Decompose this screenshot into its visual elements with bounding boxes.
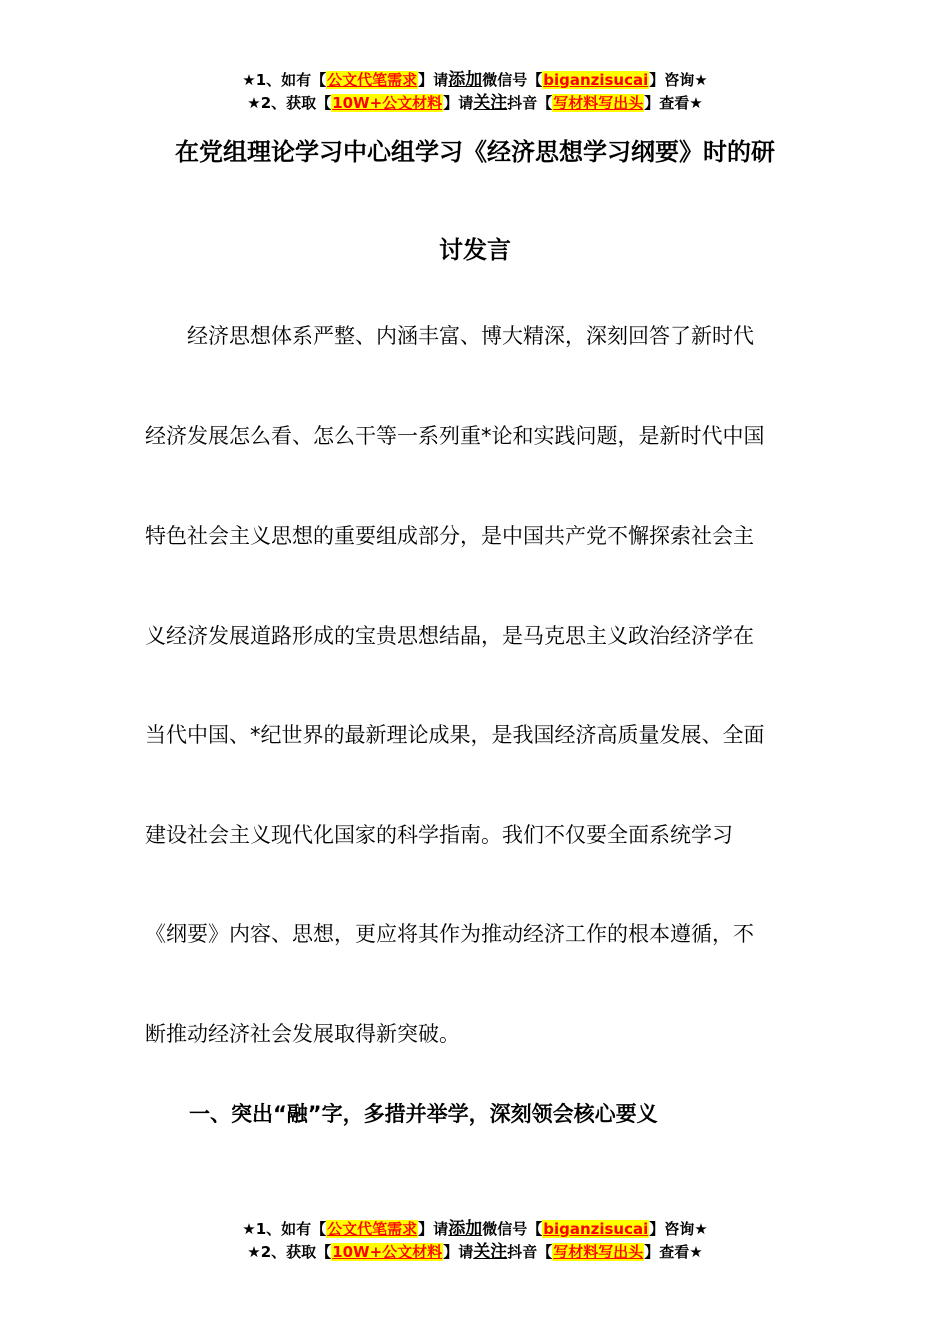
promo-highlight-materials: 10W+公文材料 bbox=[332, 94, 443, 112]
promo-highlight-service: 公文代笔需求 bbox=[327, 1220, 418, 1238]
promo-line-2 bbox=[0, 1241, 950, 1264]
promo-highlight-douyin: 写材料写出头 bbox=[553, 94, 644, 112]
promo-line-1-suffix: 】咨询★ bbox=[649, 1220, 708, 1238]
paragraph-line: 当代中国、*纪世界的最新理论成果，是我国经济高质量发展、全面 bbox=[145, 723, 765, 747]
promo-line-1-prefix: ★1、如有【 bbox=[242, 1220, 327, 1238]
promo-line-2 bbox=[0, 92, 950, 115]
promo-emphasis-follow: 关注 bbox=[473, 93, 508, 113]
promo-line-1-mid: 】请 bbox=[418, 71, 449, 89]
paragraph-line: 义经济发展道路形成的宝贵思想结晶，是马克思主义政治经济学在 bbox=[145, 624, 754, 648]
paragraph-line: 建设社会主义现代化国家的科学指南。我们不仅要全面系统学习 bbox=[145, 823, 733, 847]
promo-highlight-douyin: 写材料写出头 bbox=[553, 1243, 644, 1261]
promo-line-1-mid2: 微信号【 bbox=[482, 71, 543, 89]
section-heading-1: 一、突出“融”字，多措并举学，深刻领会核心要义 bbox=[189, 1102, 658, 1126]
paragraph-line: 经济发展怎么看、怎么干等一系列重*论和实践问题，是新时代中国 bbox=[145, 424, 765, 448]
promo-line-1-prefix: ★1、如有【 bbox=[242, 71, 327, 89]
promo-line-1 bbox=[0, 69, 950, 92]
promo-line-2-mid: 】请 bbox=[443, 1243, 474, 1261]
document-title-line-1: 在党组理论学习中心组学习《经济思想学习纲要》时的研 bbox=[175, 138, 775, 166]
paragraph-line: 断推动经济社会发展取得新突破。 bbox=[145, 1022, 460, 1046]
paragraph-line: 《纲要》内容、思想，更应将其作为推动经济工作的根本遵循，不 bbox=[145, 922, 754, 946]
promo-line-2-suffix: 】查看★ bbox=[644, 1243, 703, 1261]
promo-line-2-suffix: 】查看★ bbox=[644, 94, 703, 112]
promo-highlight-service: 公文代笔需求 bbox=[327, 71, 418, 89]
promo-line-2-mid2: 抖音【 bbox=[507, 1243, 553, 1261]
promo-line-1 bbox=[0, 1218, 950, 1241]
promo-line-2-mid: 】请 bbox=[443, 94, 474, 112]
document-title-line-2: 讨发言 bbox=[439, 236, 511, 264]
paragraph-line: 特色社会主义思想的重要组成部分，是中国共产党不懈探索社会主 bbox=[145, 524, 754, 548]
promo-highlight-wechat-id: biganzisucai bbox=[543, 71, 649, 89]
promo-line-1-suffix: 】咨询★ bbox=[649, 71, 708, 89]
promo-emphasis-follow: 关注 bbox=[473, 1242, 508, 1262]
promo-highlight-wechat-id: biganzisucai bbox=[543, 1220, 649, 1238]
promo-line-2-prefix: ★2、获取【 bbox=[247, 94, 332, 112]
promo-line-2-mid2: 抖音【 bbox=[507, 94, 553, 112]
paragraph-line: 经济思想体系严整、内涵丰富、博大精深，深刻回答了新时代 bbox=[145, 324, 754, 348]
promo-line-1-mid2: 微信号【 bbox=[482, 1220, 543, 1238]
promo-emphasis-add: 添加 bbox=[448, 70, 483, 90]
promo-line-1-mid: 】请 bbox=[418, 1220, 449, 1238]
bottom-promo-banner bbox=[0, 1218, 950, 1264]
promo-emphasis-add: 添加 bbox=[448, 1219, 483, 1239]
promo-line-2-prefix: ★2、获取【 bbox=[247, 1243, 332, 1261]
top-promo-banner bbox=[0, 69, 950, 115]
promo-highlight-materials: 10W+公文材料 bbox=[332, 1243, 443, 1261]
